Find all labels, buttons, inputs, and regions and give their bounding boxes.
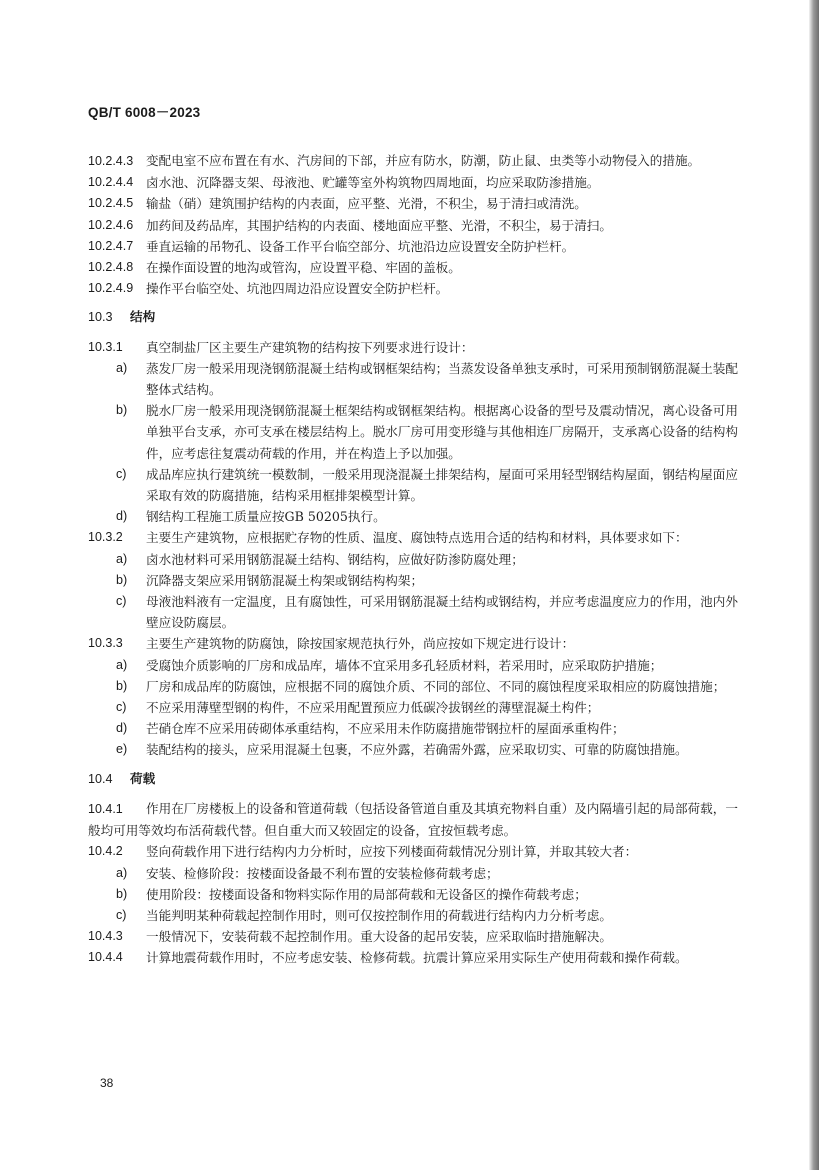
clause-number: 10.2.4.3 <box>88 154 134 168</box>
list-text: 受腐蚀介质影响的厂房和成品库，墙体不宜采用多孔轻质材料，若采用时，应采取防护措施； <box>146 657 663 673</box>
clause-10-2-4-6 <box>88 215 742 236</box>
clause-text: 卤水池、沉降器支架、母液池、贮罐等室外构筑物四周地面，均应采取防渗措施。 <box>146 175 600 191</box>
list-letter: e) <box>116 742 128 757</box>
clause-number: 10.4.1 <box>88 801 123 816</box>
clause-10-3-2 <box>88 527 742 548</box>
list-text: 母液池料液有一定温度，且有腐蚀性，可采用钢筋混凝土结构或钢结构，并应考虑温度应力的作用，池内外壁应设防腐层。 <box>146 594 738 631</box>
list-item <box>88 863 742 884</box>
clause-text: 主要生产建筑物，应根据贮存物的性质、温度、腐蚀特点选用合适的结构和材料，具体要求如下： <box>146 530 688 546</box>
standard-code-header: QB/T 6008－2023 <box>88 105 201 120</box>
clause-10-4-3 <box>88 926 742 947</box>
list-letter: b) <box>116 886 128 901</box>
clause-10-2-4-4 <box>88 172 742 193</box>
clause-number: 10.2.4.9 <box>88 281 134 296</box>
clause-text: 竖向荷载作用下进行结构内力分析时，应按下列楼面荷载情况分别计算，并取其较大者： <box>146 844 638 860</box>
clause-10-2-4-3 <box>88 150 742 172</box>
clause-text: 一般情况下，安装荷载不起控制作用。重大设备的起吊安装，应采取临时措施解决。 <box>146 929 612 945</box>
clause-number: 10.4.2 <box>88 844 123 859</box>
clause-number: 10.4.4 <box>88 950 123 965</box>
list-text: 装配结构的接头，应采用混凝土包裹，不应外露，若确需外露，应采取切实、可靠的防腐蚀措施。 <box>146 742 688 758</box>
list-item <box>88 358 742 400</box>
list-text: 脱水厂房一般采用现浇钢筋混凝土框架结构或钢框架结构。根据离心设备的型号及震动情况，离心设备可用单独平台支承，亦可支承在楼层结构上。脱水厂房可用变形缝与其他相连厂房隔开，支承离心设备的结构构件，应考虑往复震动荷载的作用，并在构造上予以加强。 <box>146 403 738 461</box>
list-text: 当能判明某种荷载起控制作用时，则可仅按控制作用的荷载进行结构内力分析考虑。 <box>146 907 612 923</box>
clause-number: 10.3.1 <box>88 339 123 354</box>
clause-text: 计算地震荷载作用时，不应考虑安装、检修荷载。抗震计算应采用实际生产使用荷载和操作荷载。 <box>146 950 688 966</box>
list-letter: c) <box>116 700 127 715</box>
list-item <box>88 400 742 464</box>
list-text: 钢结构工程施工质量应按GB 50205执行。 <box>146 509 386 525</box>
section-number: 10.3 <box>88 310 113 325</box>
clause-10-4-2 <box>88 841 742 862</box>
list-item <box>88 655 742 676</box>
section-heading-structure <box>88 307 742 328</box>
list-item <box>88 739 742 760</box>
list-letter: d) <box>116 509 128 524</box>
clause-10-2-4-9 <box>88 278 742 299</box>
list-item <box>88 676 742 697</box>
clause-number: 10.2.4.5 <box>88 196 134 211</box>
list-letter: d) <box>116 721 128 736</box>
clause-number: 10.2.4.8 <box>88 260 134 275</box>
list-text: 蒸发厂房一般采用现浇钢筋混凝土结构或钢框架结构；当蒸发设备单独支承时，可采用预制钢筋混凝土装配整体式结构。 <box>146 360 738 398</box>
list-letter: a) <box>116 551 128 566</box>
clause-text: 在操作面设置的地沟或管沟，应设置平稳、牢固的盖板。 <box>146 260 461 276</box>
list-item <box>88 884 742 905</box>
list-letter: a) <box>116 865 128 880</box>
clause-10-3-1 <box>88 337 742 358</box>
list-text: 不应采用薄壁型钢的构件，不应采用配置预应力低碳冷拔钢丝的薄壁混凝土构件； <box>146 700 600 716</box>
list-item <box>88 718 742 739</box>
list-text: 沉降器支架应采用钢筋混凝土构架或钢结构构架； <box>146 572 424 588</box>
page-number: 38 <box>100 1076 114 1090</box>
clause-text: 输盐（硝）建筑围护结构的内表面，应平整、光滑，不积尘，易于清扫或清洗。 <box>146 196 587 212</box>
clause-number: 10.2.4.7 <box>88 238 134 253</box>
list-text: 安装、检修阶段：按楼面设备最不利布置的安装检修荷载考虑； <box>146 865 499 881</box>
clause-text: 垂直运输的吊物孔、设备工作平台临空部分、坑池沿边应设置安全防护栏杆。 <box>146 238 575 254</box>
list-item <box>88 464 742 506</box>
section-title: 荷载 <box>130 771 156 786</box>
list-item <box>88 506 742 527</box>
clause-10-2-4-5 <box>88 193 742 214</box>
list-letter: c) <box>116 466 127 481</box>
clause-10-4-1 <box>88 798 742 841</box>
list-letter: b) <box>116 572 128 587</box>
clause-number: 10.3.2 <box>88 530 123 545</box>
clause-text: 主要生产建筑物的防腐蚀，除按国家规范执行外，尚应按如下规定进行设计： <box>146 636 575 652</box>
section-heading-loads <box>88 769 742 790</box>
clause-text: 操作平台临空处、坑池四周边沿应设置安全防护栏杆。 <box>146 281 449 297</box>
clause-10-3-3 <box>88 633 742 654</box>
list-letter: c) <box>116 907 127 922</box>
list-item <box>88 591 742 633</box>
list-text: 厂房和成品库的防腐蚀，应根据不同的腐蚀介质、不同的部位、不同的腐蚀程度采取相应的防腐蚀措施； <box>146 678 726 694</box>
list-letter: b) <box>116 403 128 418</box>
list-text: 成品库应执行建筑统一模数制，一般采用现浇混凝土排架结构，屋面可采用轻型钢结构屋面，钢结构屋面应采取有效的防腐措施，结构采用框排架模型计算。 <box>146 466 738 504</box>
list-item <box>88 570 742 591</box>
clause-10-2-4-7 <box>88 236 742 257</box>
list-letter: b) <box>116 678 128 693</box>
section-number: 10.4 <box>88 771 113 786</box>
document-body <box>88 150 742 969</box>
list-letter: a) <box>116 657 128 672</box>
list-text: 芒硝仓库不应采用砖砌体承重结构，不应采用未作防腐措施带钢拉杆的屋面承重构件； <box>146 721 625 737</box>
clause-number: 10.2.4.6 <box>88 217 134 232</box>
list-text: 卤水池材料可采用钢筋混凝土结构、钢结构，应做好防渗防腐处理； <box>146 551 524 567</box>
page-edge-shadow <box>809 0 819 1170</box>
clause-10-4-4 <box>88 947 742 968</box>
clause-number: 10.4.3 <box>88 929 123 944</box>
list-item <box>88 905 742 926</box>
clause-10-2-4-8 <box>88 257 742 278</box>
list-letter: a) <box>116 360 128 375</box>
clause-number: 10.2.4.4 <box>88 175 134 190</box>
clause-text: 变配电室不应布置在有水、汽房间的下部，并应有防水，防潮，防止鼠、虫类等小动物侵入的措施。 <box>146 153 701 168</box>
list-letter: c) <box>116 594 127 609</box>
section-title: 结构 <box>130 310 156 325</box>
list-item <box>88 549 742 570</box>
clause-text: 作用在厂房楼板上的设备和管道荷载（包括设备管道自重及其填充物料自重）及内隔墙引起的局部荷载，一般均可用等效均布活荷载代替。但自重大而又较固定的设备，宜按恒载考虑。 <box>88 800 738 839</box>
clause-text: 真空制盐厂区主要生产建筑物的结构按下列要求进行设计： <box>146 339 474 355</box>
clause-number: 10.3.3 <box>88 636 123 651</box>
list-item <box>88 697 742 718</box>
list-text: 使用阶段：按楼面设备和物料实际作用的局部荷载和无设备区的操作荷载考虑； <box>146 886 587 902</box>
clause-text: 加药间及药品库，其围护结构的内表面、楼地面应平整、光滑，不积尘，易于清扫。 <box>146 217 612 233</box>
